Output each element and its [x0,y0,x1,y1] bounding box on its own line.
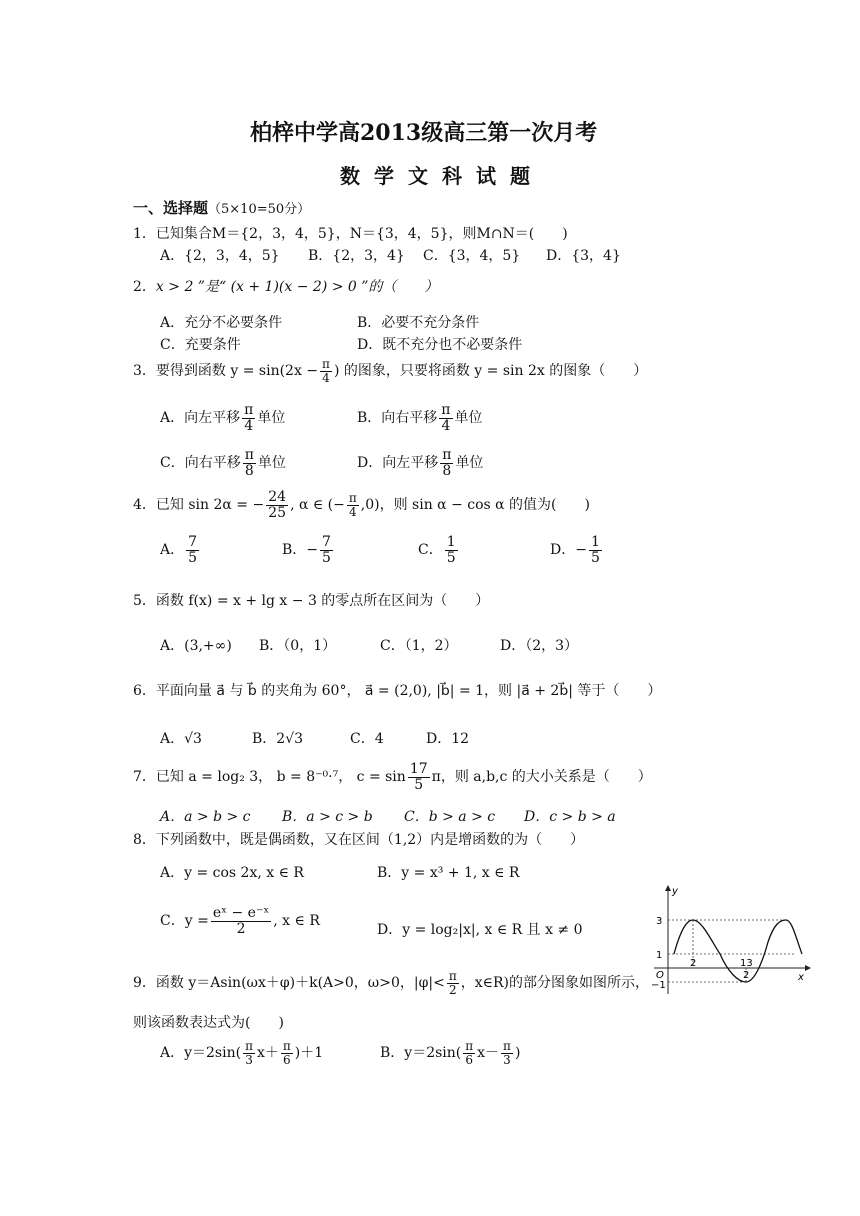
fraction-denominator: 2 [448,982,457,997]
fraction [445,535,458,565]
fraction-numerator: π [465,1039,474,1053]
question-2 [133,276,438,296]
fraction [439,403,452,433]
option-c: C．（1，2） [380,638,458,654]
option-sign: − [575,542,587,559]
tick-label-y-3: 3 [656,916,663,927]
fraction [501,1040,513,1066]
tick-label-x-13-num: 13 [740,958,753,969]
fraction-numerator: 7 [188,534,198,550]
question-9 [133,970,649,996]
option-a: A．充分不必要条件 [160,315,283,331]
fraction [447,970,459,996]
axis-x-label: x [798,972,804,983]
option-label: D． [550,542,576,559]
option-label: C． [418,542,443,559]
question-number: 4． [133,497,156,514]
option-sign: − [306,542,319,559]
option-b [282,535,335,565]
fraction-denominator: 4 [322,370,330,385]
option-a [160,535,201,565]
option-d: D．{3，4} [546,248,621,264]
option-d [357,448,483,478]
question-7 [133,762,652,792]
fraction-numerator: 17 [409,761,428,777]
question-stem-part: ,0)，则 sin α − cos α 的值为( ) [360,497,590,514]
fraction-numerator: π [282,1039,291,1053]
question-stem: x > 2 ”是“ (x + 1)(x − 2) > 0 ”的（ ） [155,279,439,295]
option-label: C．向右平移 [160,455,241,472]
option-suffix: 单位 [454,410,483,427]
fraction [463,1040,475,1066]
option-b [380,1040,520,1066]
question-1 [133,223,568,243]
fraction-denominator: 8 [244,462,254,479]
fraction [186,535,199,565]
fraction [243,1040,255,1066]
option-a: A．y = cos 2x, x ∈ R [160,865,304,881]
question-number: 5． [133,593,156,609]
fraction-denominator: 6 [283,1052,291,1067]
option-d: D．既不充分也不必要条件 [357,337,523,353]
question-stem-part: 要得到函数 y = sin(2x − [155,363,319,380]
option-suffix: 单位 [455,455,484,472]
option-c [418,535,460,565]
fraction-numerator: π [244,447,254,463]
option-b: B．必要不充分条件 [357,315,480,331]
option-a: A．√3 [160,731,202,747]
fraction-denominator: 5 [590,549,600,566]
question-stem-part: 已知 sin 2α = − [155,497,265,514]
fraction-denominator: 3 [245,1052,253,1067]
option-a: A．(3,+∞) [160,638,232,654]
option-suffix: )＋1 [294,1045,324,1062]
fraction-numerator: π [448,969,457,983]
question-stem-part: , α ∈ (− [290,497,345,514]
option-c: C．4 [350,731,384,747]
question-number: 9． [133,975,156,992]
question-number: 3． [133,363,156,380]
fraction-numerator: π [245,1039,253,1053]
fraction-denominator: 4 [244,417,254,434]
fraction-numerator: π [348,491,357,506]
question-number: 2． [133,279,156,295]
question-number: 6． [133,683,156,699]
fraction-denominator: 5 [414,776,424,793]
section-header [133,197,310,218]
option-suffix: 单位 [257,455,286,472]
fraction-numerator: 1 [446,534,456,550]
option-b: B．2√3 [252,731,304,747]
fraction-numerator: eˣ − e⁻ˣ [212,905,270,921]
question-stem: 下列函数中，既是偶函数，又在区间（1,2）内是增函数的为（ ） [155,832,585,848]
fraction [242,403,255,433]
tick-label-y-1: 1 [656,950,663,961]
fraction-denominator: 5 [322,549,331,566]
question-stem: 平面向量 a⃗ 与 b⃗ 的夹角为 60°， a⃗ = (2,0), |b⃗| = 1，则 |a⃗ + 2b⃗| 等于（ ） [155,683,662,699]
fraction-numerator: 7 [322,534,331,550]
question-number: 1． [133,226,156,242]
fraction [347,492,359,518]
option-mid: x＋ [256,1045,279,1062]
option-label: B．向右平移 [357,410,438,427]
option-label: D．向左平移 [357,455,439,472]
fraction-numerator: π [503,1039,511,1053]
option-b: B．{2，3，4} [308,248,405,264]
question-stem: 函数 f(x) = x + lg x − 3 的零点所在区间为（ ） [155,593,490,609]
option-d: D．y = log₂|x|, x ∈ R 且 x ≠ 0 [377,922,583,938]
question-number: 7． [133,769,156,786]
fraction [589,535,602,565]
option-suffix: 单位 [257,410,286,427]
fraction [408,762,430,792]
sine-graph [646,882,816,1002]
option-a [160,1040,323,1066]
fraction-denominator: 3 [503,1052,511,1067]
question-stem-part: π，则 a,b,c 的大小关系是（ ） [431,769,652,786]
option-c: C．充要条件 [160,337,241,353]
fraction-denominator: 6 [465,1052,474,1067]
fraction-numerator: 1 [590,534,600,550]
option-d [550,535,604,565]
fraction-denominator: 5 [446,549,456,566]
question-stem: 已知集合M＝{2，3，4，5}，N＝{3，4，5}，则M∩N＝( ) [155,226,568,242]
option-c: C．b > a > c [404,809,496,825]
question-4 [133,490,590,520]
option-c [160,448,286,478]
question-3 [133,358,647,384]
option-label: A．向左平移 [160,410,241,427]
option-d: D．（2，3） [500,638,579,654]
option-label: A． [160,542,185,559]
fraction-numerator: π [441,402,451,418]
option-a: A．a > b > c [160,809,251,825]
fraction [440,448,453,478]
fraction-denominator: 5 [188,549,198,566]
question-6 [133,680,661,700]
section-name: 一、选择题 [133,199,209,217]
option-b [357,403,483,433]
question-stem-part: 函数 y＝Asin(ωx＋φ)＋k(A>0，ω>0，|φ|< [155,975,445,992]
page-title: 柏梓中学高2013级高三第一次月考 [250,120,598,146]
origin-label: O [656,970,664,981]
question-number: 8． [133,832,156,848]
fraction [243,448,256,478]
section-note: （5×10=50分） [208,202,311,217]
option-c: C．{3，4，5} [423,248,521,264]
fraction-numerator: 24 [268,489,287,505]
tick-label-x-13-den: 2 [743,970,750,981]
option-mid: x－ [477,1045,500,1062]
option-a: A．{2，3，4，5} [160,248,280,264]
question-stem-part: ) 的图象，只要将函数 y = sin 2x 的图象（ ） [333,363,648,380]
fraction [281,1040,293,1066]
tick-label-x-2: 2 [690,958,697,969]
fraction-numerator: π [442,447,452,463]
option-suffix: , x ∈ R [273,913,320,930]
fraction-denominator: 8 [442,462,452,479]
axis-y-label: y [672,886,678,897]
fraction-denominator: 25 [268,504,287,521]
option-label: C．y = [160,913,209,930]
option-label: B．y＝2sin( [380,1045,462,1062]
option-d: D．12 [426,731,470,747]
question-stem-part: 已知 a = log₂ 3， b = 8⁻⁰·⁷， c = sin [155,769,406,786]
question-5 [133,590,489,610]
tick-label-y-neg1: −1 [651,980,666,991]
option-b: B．y = x³ + 1, x ∈ R [377,865,520,881]
fraction-denominator: 4 [441,417,451,434]
fraction-denominator: 4 [349,504,357,519]
fraction-denominator: 2 [236,920,246,937]
option-a [160,403,285,433]
option-suffix: ) [514,1045,521,1062]
option-label: A．y＝2sin( [160,1045,242,1062]
fraction [211,906,271,936]
option-b: B．a > c > b [282,809,373,825]
question-stem-line2: 则该函数表达式为( ) [133,1015,284,1031]
option-c [160,906,320,936]
question-8 [133,829,584,849]
option-d: D．c > b > a [524,809,616,825]
option-b: B．（0，1） [259,638,337,654]
fraction [266,490,288,520]
page-subtitle: 数学文科试题 [340,164,544,188]
question-stem-part: ，x∈R)的部分图象如图所示， [460,975,649,992]
fraction [320,358,332,384]
fraction-numerator: π [244,402,254,418]
fraction [320,535,333,565]
option-label: B． [282,542,307,559]
fraction-numerator: π [322,357,330,371]
